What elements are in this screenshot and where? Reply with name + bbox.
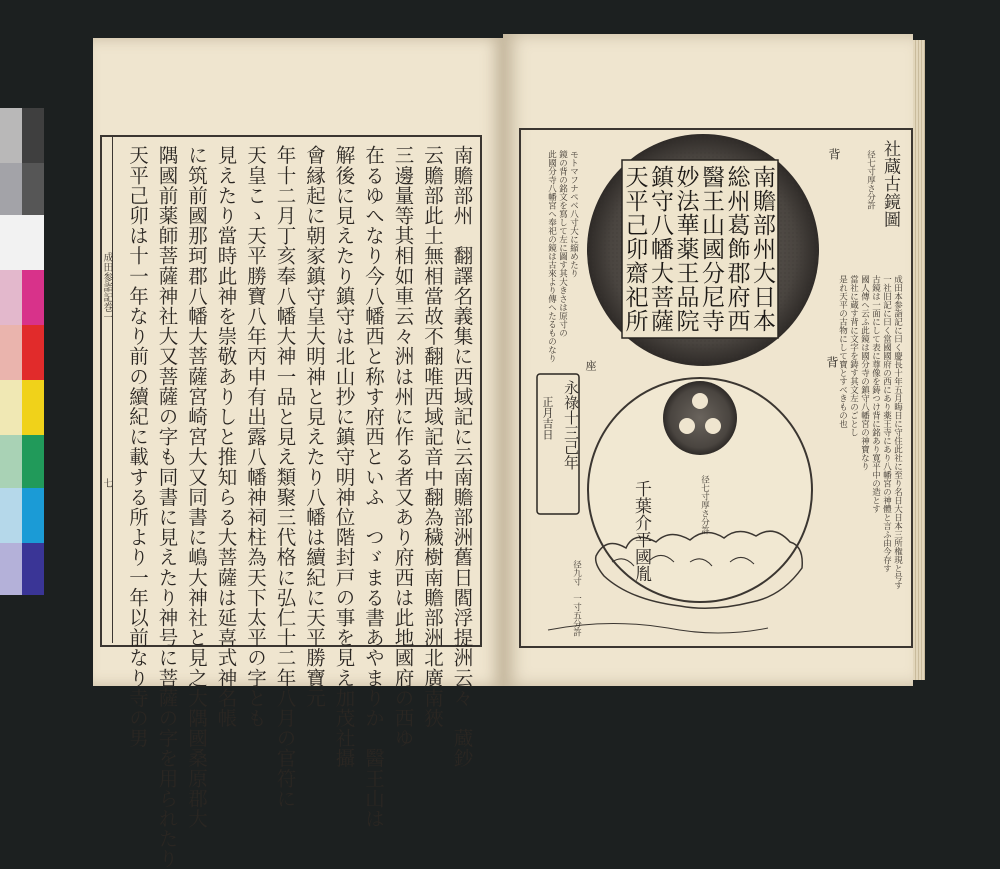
mirror-note-column: 此國分寺八幡宮へ奉祀の鏡は古來より傳へたるものなり <box>546 150 557 363</box>
margin-note-column: 古鏡は一面にして表に尊像を鋳つけ背に銘あり寛平中の造とす <box>870 275 881 513</box>
mirror-knob <box>663 381 737 455</box>
text-column: 云贍部此土無相當故不翻唯西域記音中翻為穢樹南贍部洲北廣南狹 <box>421 145 444 728</box>
text-column: 隅國前薬師菩薩神社大又菩薩の字も同書に見えたり神号に菩薩の字を用られたり <box>155 145 179 869</box>
text-column: 三邊量等其相如車云々洲は州に作る者又あり府西は此地國府の西ゆ <box>391 145 415 748</box>
inscription-column: 南贍部州大日本 <box>749 165 775 333</box>
mirror-title: 社蔵古鏡圖 <box>880 140 900 228</box>
text-column: 解後に見えたり鎮守は北山抄に鎮守明神位階封戸の事を見え加茂社攝 <box>332 145 356 769</box>
back-label-top: 背 <box>827 148 841 161</box>
margin-note-column: 一社旧記に曰く當國國府の西にあり薬王寺にあり八幡宮の神體と言ふ由今存す <box>881 275 892 573</box>
inscription-column: 天平己卯齋祀所 <box>621 165 648 333</box>
lower-side-note: 径九寸 一寸五分許 <box>571 560 582 637</box>
text-column: に筑前國那珂郡八幡大菩薩宮崎宮大又同書に嶋大神社と見之大隅國桑原郡大 <box>185 145 208 829</box>
running-title: 成田参詣記巻一 <box>101 252 112 322</box>
mirror-note-column: 鏡の背の銘文を寫して左に圖す其大きさは原寸の <box>557 150 568 337</box>
lower-label: 座 <box>584 360 597 371</box>
lower-inscription-right: 永祿十三己年 <box>562 380 580 470</box>
text-column: 天平己卯は十一年なり前の續紀に載する所より一年以前なり寺の男 <box>126 145 149 748</box>
lower-inscription-mid: 正月吉日 <box>541 396 554 440</box>
text-column: 見えたり當時此神を崇敬ありしと推知らる大菩薩は延喜式神名帳 <box>214 145 238 728</box>
text-column: 南贍部州 翻譯名義集に西域記に云南贍部洲舊日閻浮提洲云々 蔵鈔 <box>450 145 474 769</box>
mirror-note-column: モトマフナペベ八寸大に縮めたり <box>568 150 579 278</box>
mirror-size-note: 径七寸厚さ分許 <box>865 150 876 210</box>
folio-number: 七 <box>101 478 112 488</box>
text-column: 年十二月丁亥奉八幡大神一品と見え類聚三代格に弘仁十二年八月の官符に <box>273 145 297 809</box>
lower-inscription-name: 千葉介平國胤 <box>631 480 651 582</box>
text-column: 天皇こゝ天平勝寶八年丙申有出露八幡神祠柱為天下太平の字とも <box>244 145 267 728</box>
margin-note-column: 當社に蔵す背に文字を鋳す其文左のごとし <box>848 275 859 437</box>
inscription-column: 鎮守八幡大菩薩 <box>647 165 673 333</box>
text-column: 會縁起に朝家鎮守皇大明神と見えたり八幡は續紀に天平勝寶元 <box>303 145 326 708</box>
margin-note-column: 是れ天平の古物にして寶とすべきもの也 <box>837 275 848 428</box>
text-column: 在るゆへなり今八幡西と称す府西といふ つゞまる書あやまりか 醫王山は <box>362 145 385 829</box>
inscription-column: 妙法華薬王品院 <box>672 165 699 333</box>
inscription-column: 総州葛飾郡府西 <box>723 165 750 333</box>
back-label-bottom: 背 <box>825 356 839 369</box>
margin-note-column: 成田本参詣記に曰く慶長十年五月晦日に守住此社に至り名日大日本三所権現と号す <box>892 275 903 590</box>
lower-size-note: 径七寸厚さ分許 <box>699 475 710 535</box>
margin-note-column: 國人傳へ云ふ此鏡は國分寺の鎮守八幡宮の神寶なり <box>859 275 870 471</box>
inscription-column: 醫王山國分尼寺 <box>698 165 724 333</box>
